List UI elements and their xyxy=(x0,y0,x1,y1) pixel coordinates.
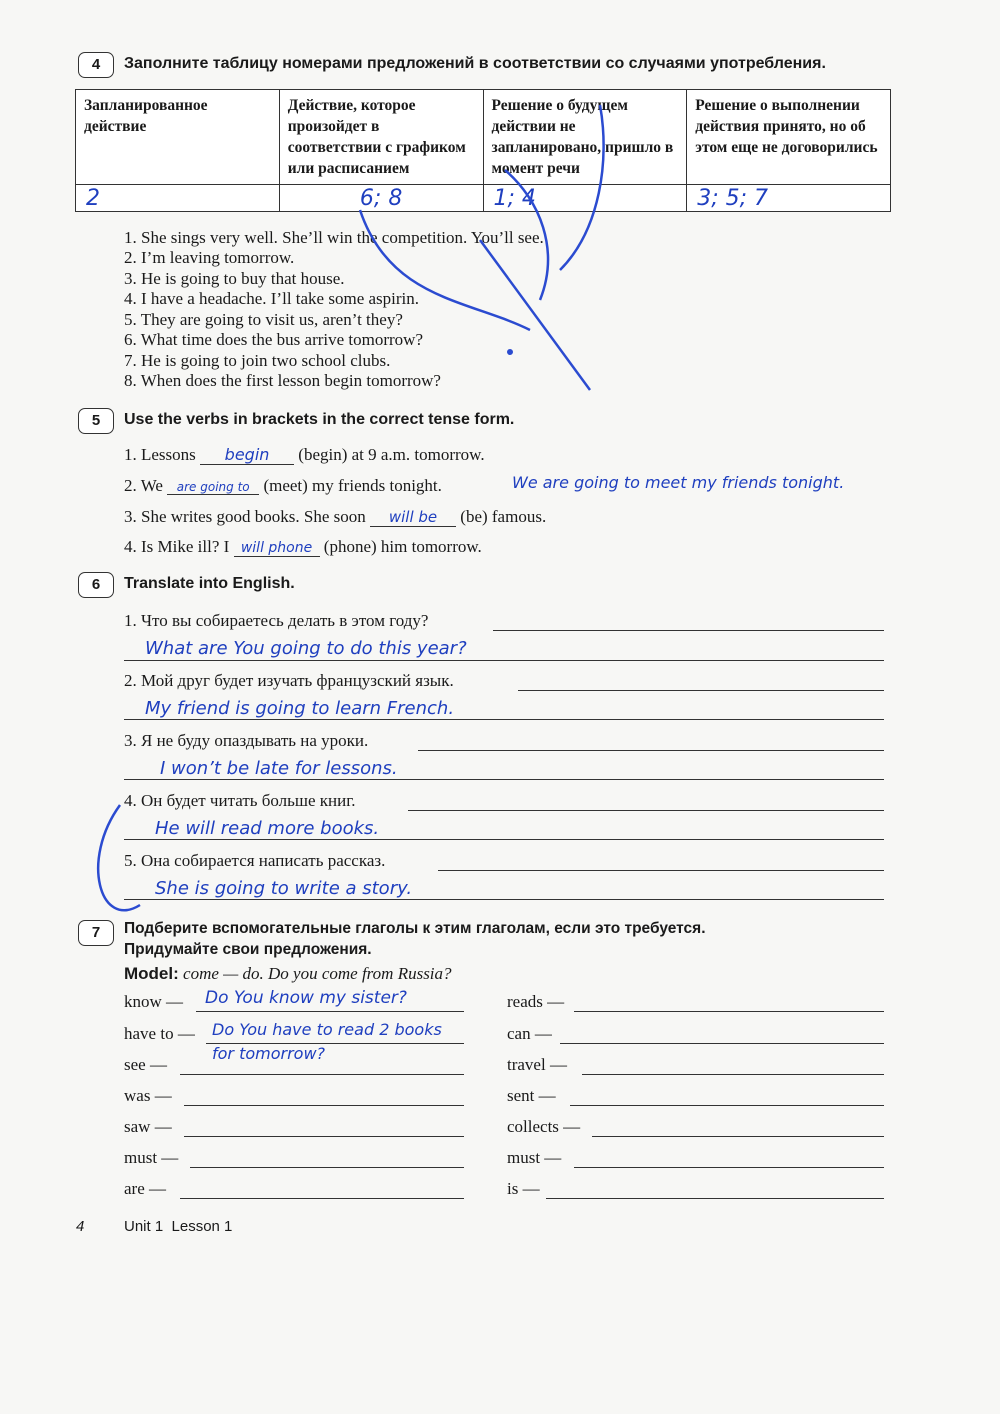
answer-line[interactable] xyxy=(574,1167,884,1168)
verb-label: know — xyxy=(124,992,184,1011)
verb-label: saw — xyxy=(124,1117,172,1136)
list-item: 1. She sings very well. She’ll win the competition. You’ll see. xyxy=(124,228,544,247)
question-text: 5. Она собирается написать рассказ. xyxy=(124,851,386,870)
table-header: Решение о выполнении действия принято, но об этом еще не договорились xyxy=(687,90,891,185)
verb-label: are — xyxy=(124,1179,167,1198)
answer-line[interactable] xyxy=(190,1167,464,1168)
answer-line[interactable] xyxy=(592,1136,884,1137)
answer-field[interactable]: will be xyxy=(370,508,456,527)
list-item: 4. I have a headache. I’ll take some aspirin. xyxy=(124,289,420,308)
list-item: 8. When does the first lesson begin tomorrow? xyxy=(124,371,441,390)
table-header: Запланированное действие xyxy=(76,90,280,185)
verb-label: is — xyxy=(507,1179,540,1198)
exercise-7-title: Подберите вспомогательные глаголы к этим глаголам, если это требуется. xyxy=(124,920,706,937)
exercise-5-title: Use the verbs in brackets in the correct tense form. xyxy=(124,411,515,428)
handwritten-answer[interactable]: He will read more books. xyxy=(155,818,380,839)
answer-line xyxy=(124,839,884,840)
answer-line[interactable] xyxy=(180,1074,464,1075)
unit-lesson-label: Unit 1 Lesson 1 xyxy=(124,1218,233,1235)
handwritten-answer-continued[interactable]: for tomorrow? xyxy=(212,1044,326,1063)
verb-label: must — xyxy=(124,1148,179,1167)
answer-line xyxy=(124,899,884,900)
exercise-6-title: Translate into English. xyxy=(124,575,295,592)
answer-line[interactable] xyxy=(546,1198,884,1199)
answer-line[interactable] xyxy=(560,1043,884,1044)
verb-label: can — xyxy=(507,1024,552,1043)
answer-line[interactable] xyxy=(574,1011,884,1012)
exercise-7-number: 7 xyxy=(78,920,114,946)
table-answer-cell[interactable]: 3; 5; 7 xyxy=(687,185,891,212)
verb-label: must — xyxy=(507,1148,562,1167)
pen-stroke xyxy=(480,240,590,390)
verb-label: reads — xyxy=(507,992,565,1011)
exercise-6-number: 6 xyxy=(78,572,114,598)
verb-label: travel — xyxy=(507,1055,567,1074)
handwritten-answer[interactable]: Do You have to read 2 books xyxy=(212,1020,442,1039)
table-answer-cell[interactable]: 2 xyxy=(76,185,280,212)
list-item: 7. He is going to join two school clubs. xyxy=(124,351,391,370)
handwritten-answer[interactable]: I won’t be late for lessons. xyxy=(160,758,398,779)
exercise-5-item-1: 1. Lessons begin (begin) at 9 a.m. tomorrow. xyxy=(124,445,485,464)
verb-label: collects — xyxy=(507,1117,581,1136)
verb-label: was — xyxy=(124,1086,172,1105)
verb-label: have to — xyxy=(124,1024,195,1043)
answer-field[interactable]: are going to xyxy=(167,480,259,495)
usage-table xyxy=(75,89,891,212)
exercise-5-item-2: 2. We are going to (meet) my friends tonight. xyxy=(124,476,442,495)
handwritten-answer[interactable]: Do You know my sister? xyxy=(205,988,407,1008)
answer-line[interactable] xyxy=(184,1105,464,1106)
question-text: 2. Мой друг будет изучать французский язык. xyxy=(124,671,454,690)
answer-line xyxy=(408,810,884,811)
question-text: 4. Он будет читать больше книг. xyxy=(124,791,356,810)
answer-line xyxy=(518,690,884,691)
answer-field[interactable]: begin xyxy=(200,445,294,465)
answer-line xyxy=(418,750,884,751)
handwritten-answer[interactable]: What are You going to do this year? xyxy=(145,638,467,659)
exercise-4-number: 4 xyxy=(78,52,114,78)
question-text: 3. Я не буду опаздывать на уроки. xyxy=(124,731,369,750)
handwritten-answer[interactable]: She is going to write a story. xyxy=(155,878,413,899)
exercise-5-number: 5 xyxy=(78,408,114,434)
handwritten-sentence: We are going to meet my friends tonight. xyxy=(512,473,845,492)
answer-line[interactable] xyxy=(582,1074,884,1075)
answer-line[interactable] xyxy=(180,1198,464,1199)
answer-line[interactable] xyxy=(570,1105,884,1106)
answer-line xyxy=(124,779,884,780)
table-answer-cell[interactable]: 6; 8 xyxy=(279,185,483,212)
answer-line xyxy=(124,719,884,720)
list-item: 6. What time does the bus arrive tomorrow? xyxy=(124,330,423,349)
question-text: 1. Что вы собираетесь делать в этом году? xyxy=(124,611,429,630)
answer-line xyxy=(493,630,884,631)
table-header: Действие, которое произойдет в соответствии с графиком или расписанием xyxy=(279,90,483,185)
page-number: 4 xyxy=(76,1218,85,1235)
answer-line xyxy=(124,660,884,661)
model-example: Model: come — do. Do you come from Russia? xyxy=(124,964,452,983)
pen-dot xyxy=(507,349,513,355)
list-item: 2. I’m leaving tomorrow. xyxy=(124,248,295,267)
exercise-5-item-3: 3. She writes good books. She soon will be (be) famous. xyxy=(124,507,547,526)
answer-line xyxy=(438,870,884,871)
exercise-5-item-4: 4. Is Mike ill? I will phone (phone) him tomorrow. xyxy=(124,537,482,556)
handwritten-answer[interactable]: My friend is going to learn French. xyxy=(145,698,455,719)
list-item: 3. He is going to buy that house. xyxy=(124,269,345,288)
answer-field[interactable]: will phone xyxy=(234,540,320,557)
list-item: 5. They are going to visit us, aren’t they? xyxy=(124,310,403,329)
table-header: Решение о будущем действии не запланировано, пришло в момент речи xyxy=(483,90,687,185)
answer-line xyxy=(196,1011,464,1012)
exercise-7-subtitle: Придумайте свои предложения. xyxy=(124,941,372,958)
answer-line[interactable] xyxy=(184,1136,464,1137)
verb-label: sent — xyxy=(507,1086,556,1105)
verb-label: see — xyxy=(124,1055,167,1074)
table-answer-cell[interactable]: 1; 4 xyxy=(483,185,687,212)
exercise-4-title: Заполните таблицу номерами предложений в соответствии со случаями употребления. xyxy=(124,55,826,72)
